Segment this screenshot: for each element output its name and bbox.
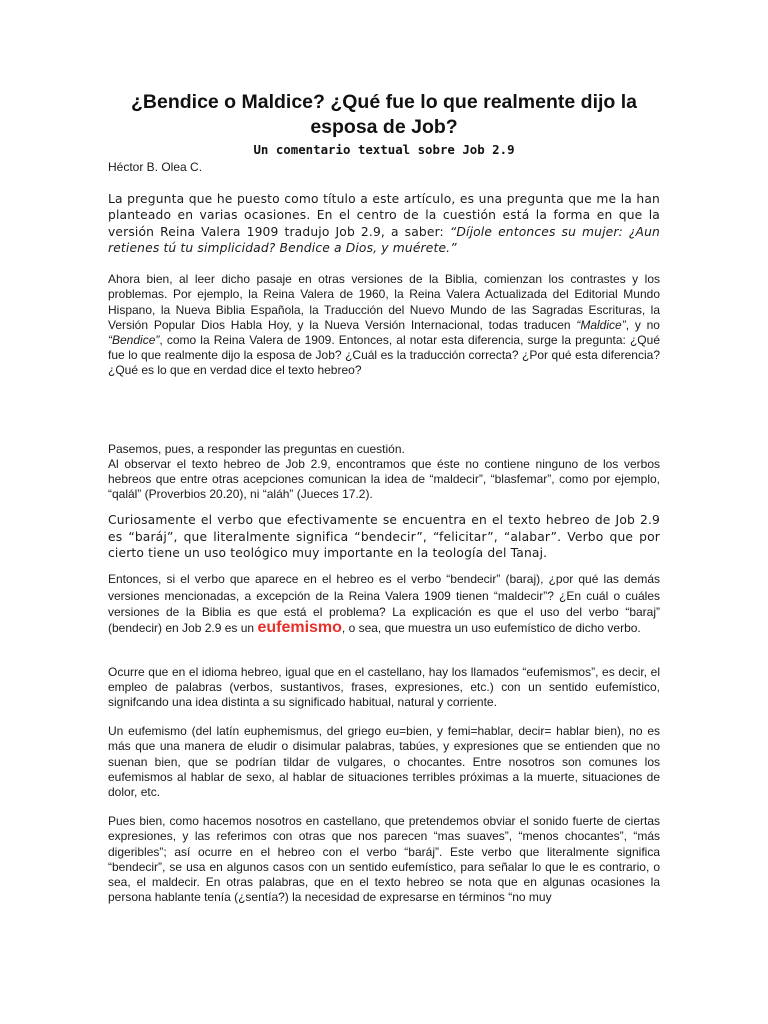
paragraph-definicion-eufemismo: Un eufemismo (del latín euphemismus, del griego eu=bien, y femi=hablar, decir= hablar bien), no es más que una manera de eludir o disimular palabras, tabúes, y expresiones que se entienden que no suenan bien, que se podrían tildar de vulgares, o chocantes. Entre nosotros son comunes los eufemismos al hablar de sexo, al hablar de situaciones terribles próximas a la muerte, situaciones de dolor, etc. bbox=[108, 724, 660, 799]
paragraph-eufemismo bbox=[108, 571, 660, 636]
paragraph-versions-text-a: Ahora bien, al leer dicho pasaje en otras versiones de la Biblia, comienzan los contrastes y los problemas. Por ejemplo, la Reina Valera de 1960, la Reina Valera Actualizada del Editorial Mundo Hispano, la Nueva Biblia Española, la Traducción del Nuevo Mundo de las Sagradas Escrituras, la Versión Popular Dios Habla Hoy, y la Nueva Versión Internacional, todas traducen bbox=[108, 272, 660, 332]
author-name: Héctor B. Olea C. bbox=[108, 160, 203, 174]
paragraph-intro-text: La pregunta que he puesto como título a este artículo, es una pregunta que me la han planteado en varias ocasiones. En el centro de la cuestión está la forma en que la versión Reina Valera 1909 tradujo Job 2.9, a saber: bbox=[108, 192, 660, 239]
paragraph-baraj: Curiosamente el verbo que efectivamente se encuentra en el texto hebreo de Job 2.9 es “baráj”, que literalmente significa “bendecir”, “felicitar”, “alabar”. Verbo que por cierto tiene un uso teológico muy importante en la teología del Tanaj. bbox=[108, 513, 660, 561]
paragraph-castellano: Pues bien, como hacemos nosotros en castellano, que pretendemos obviar el sonido fuerte de ciertas expresiones, y las referimos con otras que nos parecen “mas suaves”, “menos chocantes”, “más digeribles”; así ocurre en el hebreo con el verbo “baráj”. Este verbo que literalmente significa “bendecir”, se usa en algunos casos con un sentido eufemístico, para señalar lo que le es contrario, o sea, el maldecir. En otras palabras, que en el texto hebreo se nota que en algunas ocasiones la persona hablante tenía (¿sentía?) la necesidad de expresarse en términos “no muy bbox=[108, 814, 660, 905]
document-page bbox=[108, 0, 660, 905]
paragraph-versions-text-c: , como la Reina Valera de 1909. Entonces, al notar esta diferencia, surge la pregunta: ¿Qué fue lo que realmente dijo la esposa de Job? ¿Cuál es la traducción correcta? ¿Por qué esta diferencia? ¿Qué es lo que en verdad dice el texto hebreo? bbox=[108, 333, 660, 378]
document-subtitle: Un comentario textual sobre Job 2.9 bbox=[253, 142, 515, 157]
paragraph-idioma-hebreo: Ocurre que en el idioma hebreo, igual que en el castellano, hay los llamados “eufemismos”, es decir, el empleo de palabras (verbos, sustantivos, frases, expresiones, etc.) con un sentido eufemístico, signifcando una idea distinta a su significado habitual, natural y corriente. bbox=[108, 664, 660, 709]
paragraph-eufemismo-text-b: , o sea, que muestra un uso eufemístico de dicho verbo. bbox=[341, 621, 641, 636]
paragraph-intro bbox=[108, 191, 660, 256]
term-maldice: “Maldice” bbox=[576, 317, 626, 332]
paragraph-hebrew-verbs-rest: Al observar el texto hebreo de Job 2.9, encontramos que éste no contiene ninguno de los verbos hebreos que entre otras acepciones comunican la idea de “maldecir”, “blasfemar”, como por ejemplo, “qalál” (Proverbios 20.20), ni “aláh” (Jueces 17.2). bbox=[108, 456, 660, 502]
paragraph-hebrew-verbs bbox=[108, 442, 660, 503]
term-bendice: “Bendice” bbox=[108, 333, 160, 347]
paragraph-eufemismo-text-a: Entonces, si el verbo que aparece en el hebreo es el verbo “bendecir” (baraj), ¿por qué las demás versiones mencionadas, a excepción de la Reina Valera 1909 tienen “maldecir”? ¿En cuál o cuáles versiones de la Biblia es que está el problema? La explicación es que el uso del verbo “baraj” (bendecir) en Job 2.9 es un bbox=[108, 572, 660, 636]
paragraph-versions bbox=[108, 272, 660, 378]
paragraph-hebrew-verbs-line1: Pasemos, pues, a responder las preguntas en cuestión. bbox=[108, 441, 405, 456]
document-title: ¿Bendice o Maldice? ¿Qué fue lo que realmente dijo la esposa de Job? bbox=[130, 91, 637, 138]
job-quote-rv1909: “Díjole entonces su mujer: ¿Aun retienes tú tu simplicidad? Bendice a Dios, y muérete.” bbox=[108, 224, 660, 255]
paragraph-versions-text-b: , y no bbox=[625, 317, 660, 332]
term-eufemismo: eufemismo bbox=[257, 619, 342, 637]
